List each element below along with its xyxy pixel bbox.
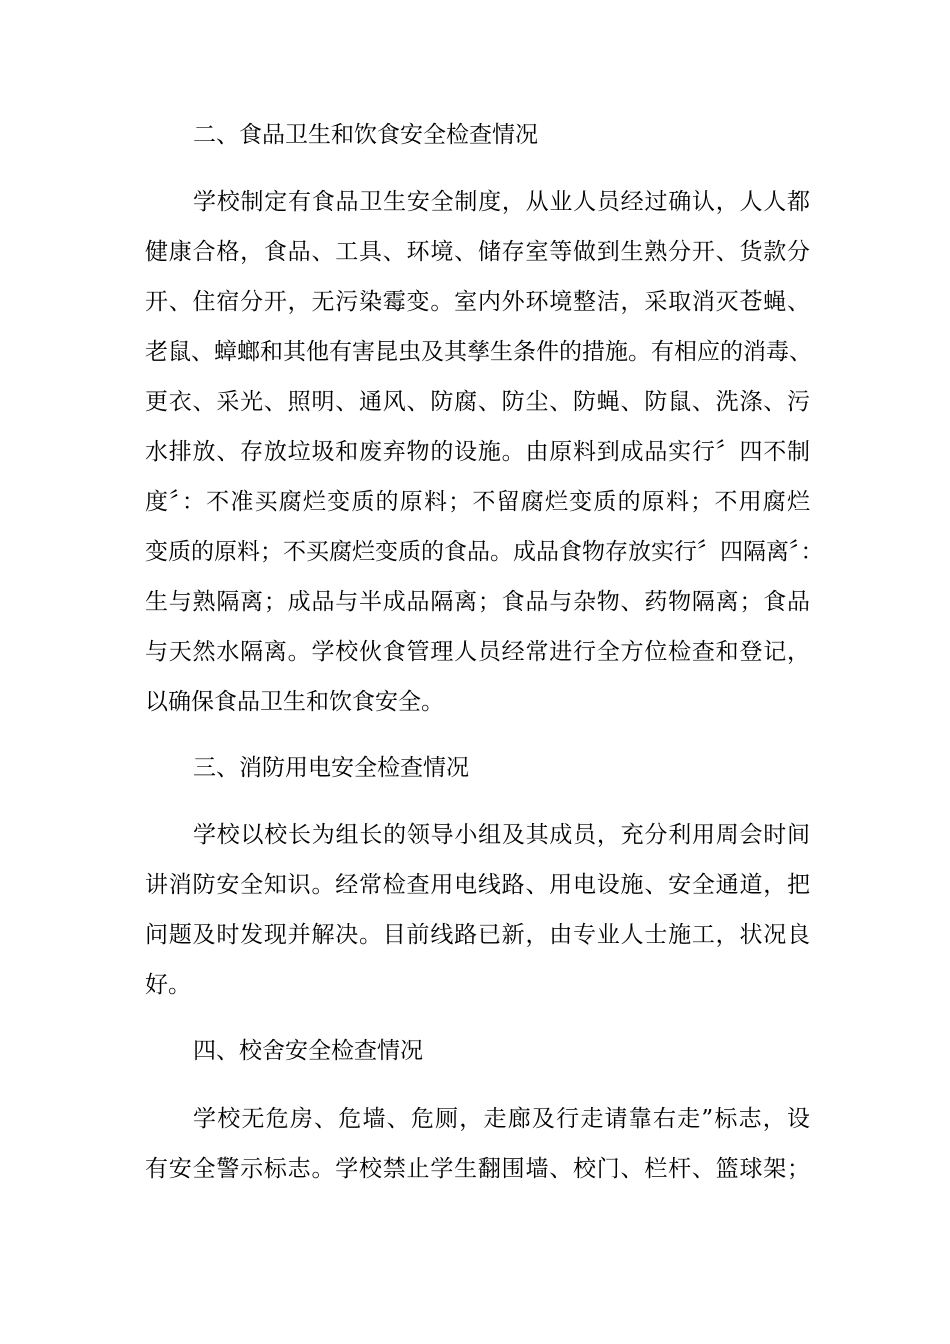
paragraph-line: 开、住宿分开，无污染霉变。室内外环境整洁，采取消灭苍蝇、 [145,289,810,315]
paragraph-fire-electric-safety [145,810,810,1010]
section-heading-fire-electric-safety: 三、消防用电安全检查情况 [193,755,469,781]
paragraph-line: 老鼠、蟑螂和其他有害昆虫及其孳生条件的措施。有相应的消毒、 [145,339,812,365]
paragraph-line: 生与熟隔离；成品与半成品隔离；食品与杂物、药物隔离；食品 [145,589,810,615]
paragraph-line: 好。 [145,972,191,998]
paragraph-line: 水排放、存放垃圾和废弃物的设施。由原料到成品实行〞四不制 [145,439,810,465]
paragraph-food-safety [145,177,824,727]
paragraph-line: 更衣、采光、照明、通风、防腐、防尘、防蝇、防鼠、洗涤、污 [145,389,810,415]
paragraph-line: 学校无危房、危墙、危厕，走廊及行走请靠右走”标志，设 [193,1106,810,1132]
paragraph-line: 度〞：不准买腐烂变质的原料；不留腐烂变质的原料；不用腐烂 [145,489,810,515]
section-heading-building-safety: 四、校舍安全检查情况 [193,1038,423,1064]
paragraph-building-safety [145,1094,810,1194]
paragraph-line: 问题及时发现并解决。目前线路已新，由专业人士施工，状况良 [145,922,810,948]
paragraph-line: 学校以校长为组长的领导小组及其成员，充分利用周会时间 [193,822,810,848]
paragraph-line: 学校制定有食品卫生安全制度，从业人员经过确认，人人都 [193,189,810,215]
paragraph-line: 变质的原料；不买腐烂变质的食品。成品食物存放实行〞四隔离〞： [145,539,824,565]
paragraph-line: 讲消防安全知识。经常检查用电线路、用电设施、安全通道，把 [145,872,810,898]
paragraph-line: 与天然水隔离。学校伙食管理人员经常进行全方位检查和登记， [145,639,810,665]
paragraph-line: 有安全警示标志。学校禁止学生翻围墙、校门、栏杆、篮球架； [145,1156,810,1182]
paragraph-line: 以确保食品卫生和饮食安全。 [145,689,444,715]
paragraph-line: 健康合格，食品、工具、环境、储存室等做到生熟分开、货款分 [145,239,810,265]
section-heading-food-safety: 二、食品卫生和饮食安全检查情况 [193,122,538,148]
